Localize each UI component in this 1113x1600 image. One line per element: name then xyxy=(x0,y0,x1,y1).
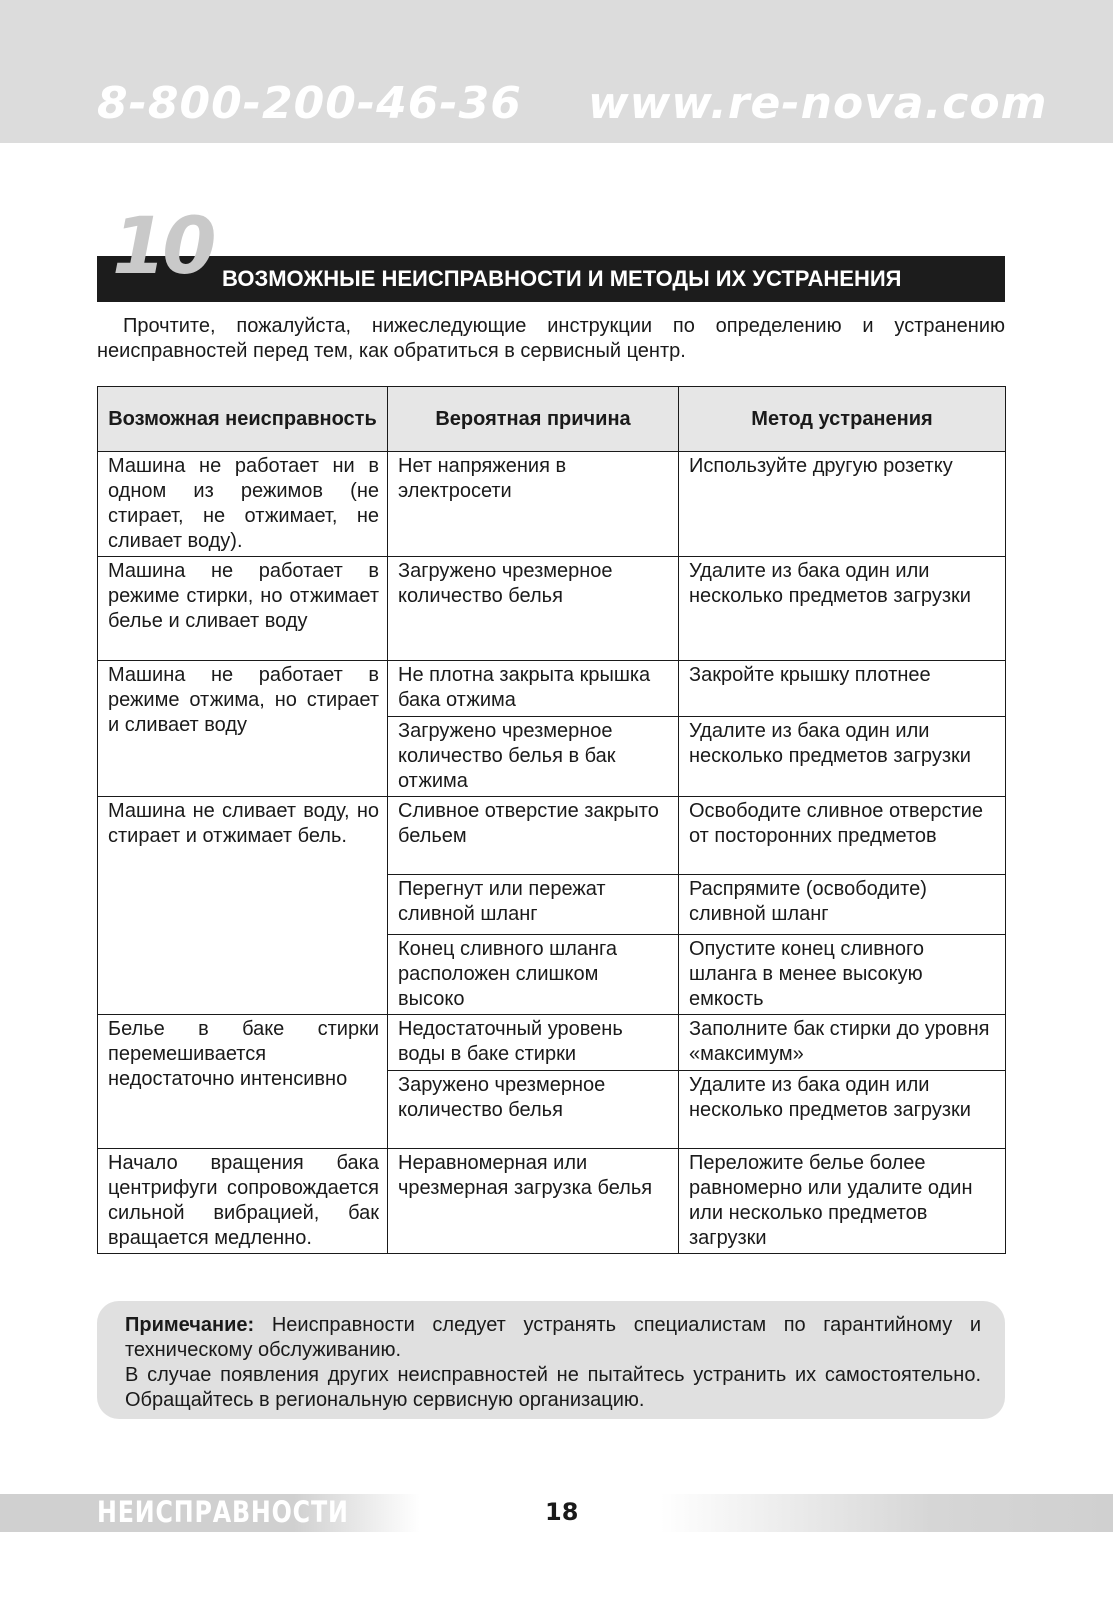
remedy-cell: Удалите из бака один или несколько предметов загрузки xyxy=(679,717,1006,797)
note-text xyxy=(125,1313,981,1413)
cause-cell: Перегнут или пережат сливной шланг xyxy=(388,875,679,935)
fault-cell: Машина не работает в режиме отжима, но стирает и сливает воду xyxy=(98,661,388,797)
cause-cell: Неравномерная или чрезмерная загрузка белья xyxy=(388,1149,679,1254)
remedy-cell: Распрямите (освободите) сливной шланг xyxy=(679,875,1006,935)
table-row xyxy=(98,557,1006,661)
footer-section-label: НЕИСПРАВНОСТИ xyxy=(97,1495,349,1529)
table-row xyxy=(98,661,1006,717)
table-row xyxy=(98,797,1006,875)
fault-cell: Начало вращения бака центрифуги сопровождается сильной вибрацией, бак вращается медленно. xyxy=(98,1149,388,1254)
cause-cell: Загружено чрезмерное количество белья xyxy=(388,557,679,661)
remedy-cell: Опустите конец сливного шланга в менее высокую емкость xyxy=(679,935,1006,1015)
table-row xyxy=(98,1015,1006,1071)
cause-cell: Сливное отверстие закрыто бельем xyxy=(388,797,679,875)
section-number: 10 xyxy=(112,202,213,292)
website-url: www.re-nova.com xyxy=(588,78,1048,129)
remedy-cell: Освободите сливное отверстие от посторонних предметов xyxy=(679,797,1006,875)
remedy-cell: Заполните бак стирки до уровня «максимум» xyxy=(679,1015,1006,1071)
cause-cell: Заружено чрезмерное количество белья xyxy=(388,1071,679,1149)
fault-cell: Машина не работает в режиме стирки, но отжимает белье и сливает воду xyxy=(98,557,388,661)
column-header-remedy: Метод устранения xyxy=(679,387,1006,452)
remedy-cell: Удалите из бака один или несколько предметов загрузки xyxy=(679,557,1006,661)
cause-cell: Не плотна закрыта крышка бака отжима xyxy=(388,661,679,717)
fault-cell: Машина не сливает воду, но стирает и отжимает бель. xyxy=(98,797,388,1015)
note-text-2: В случае появления других неисправностей не пытайтесь устранить их самостоятельно. Обращайтесь в региональную сервисную организацию. xyxy=(125,1364,981,1411)
cause-cell: Нет напряжения в электросети xyxy=(388,452,679,557)
cause-cell: Загружено чрезмерное количество белья в бак отжима xyxy=(388,717,679,797)
note-box xyxy=(97,1301,1005,1419)
fault-cell: Машина не работает ни в одном из режимов (не стирает, не отжимает, не сливает воду). xyxy=(98,452,388,557)
remedy-cell: Используйте другую розетку xyxy=(679,452,1006,557)
section-title: ВОЗМОЖНЫЕ НЕИСПРАВНОСТИ И МЕТОДЫ ИХ УСТРАНЕНИЯ xyxy=(222,266,902,291)
fault-cell: Белье в баке стирки перемешивается недостаточно интенсивно xyxy=(98,1015,388,1149)
table-row xyxy=(98,452,1006,557)
table-header-row xyxy=(98,387,1006,452)
header-bar xyxy=(0,0,1113,143)
note-text-1: Неисправности следует устранять специалистам по гарантийному и техническому обслуживанию. xyxy=(125,1314,982,1361)
remedy-cell: Удалите из бака один или несколько предметов загрузки xyxy=(679,1071,1006,1149)
column-header-cause: Вероятная причина xyxy=(388,387,679,452)
cause-cell: Недостаточный уровень воды в баке стирки xyxy=(388,1015,679,1071)
note-label: Примечание: xyxy=(125,1314,255,1336)
intro-paragraph: Прочтите, пожалуйста, нижеследующие инструкции по определению и устранению неисправностей перед тем, как обратиться в сервисный центр. xyxy=(97,315,1005,362)
footer-bar-right xyxy=(660,1494,1113,1532)
phone-number: 8-800-200-46-36 xyxy=(97,78,522,129)
table-row xyxy=(98,1149,1006,1254)
troubleshooting-table xyxy=(97,386,1006,1254)
remedy-cell: Закройте крышку плотнее xyxy=(679,661,1006,717)
cause-cell: Конец сливного шланга расположен слишком высоко xyxy=(388,935,679,1015)
column-header-fault: Возможная неисправность xyxy=(98,387,388,452)
remedy-cell: Переложите белье более равномерно или удалите один или несколько предметов загрузки xyxy=(679,1149,1006,1254)
page-number: 18 xyxy=(545,1498,579,1526)
